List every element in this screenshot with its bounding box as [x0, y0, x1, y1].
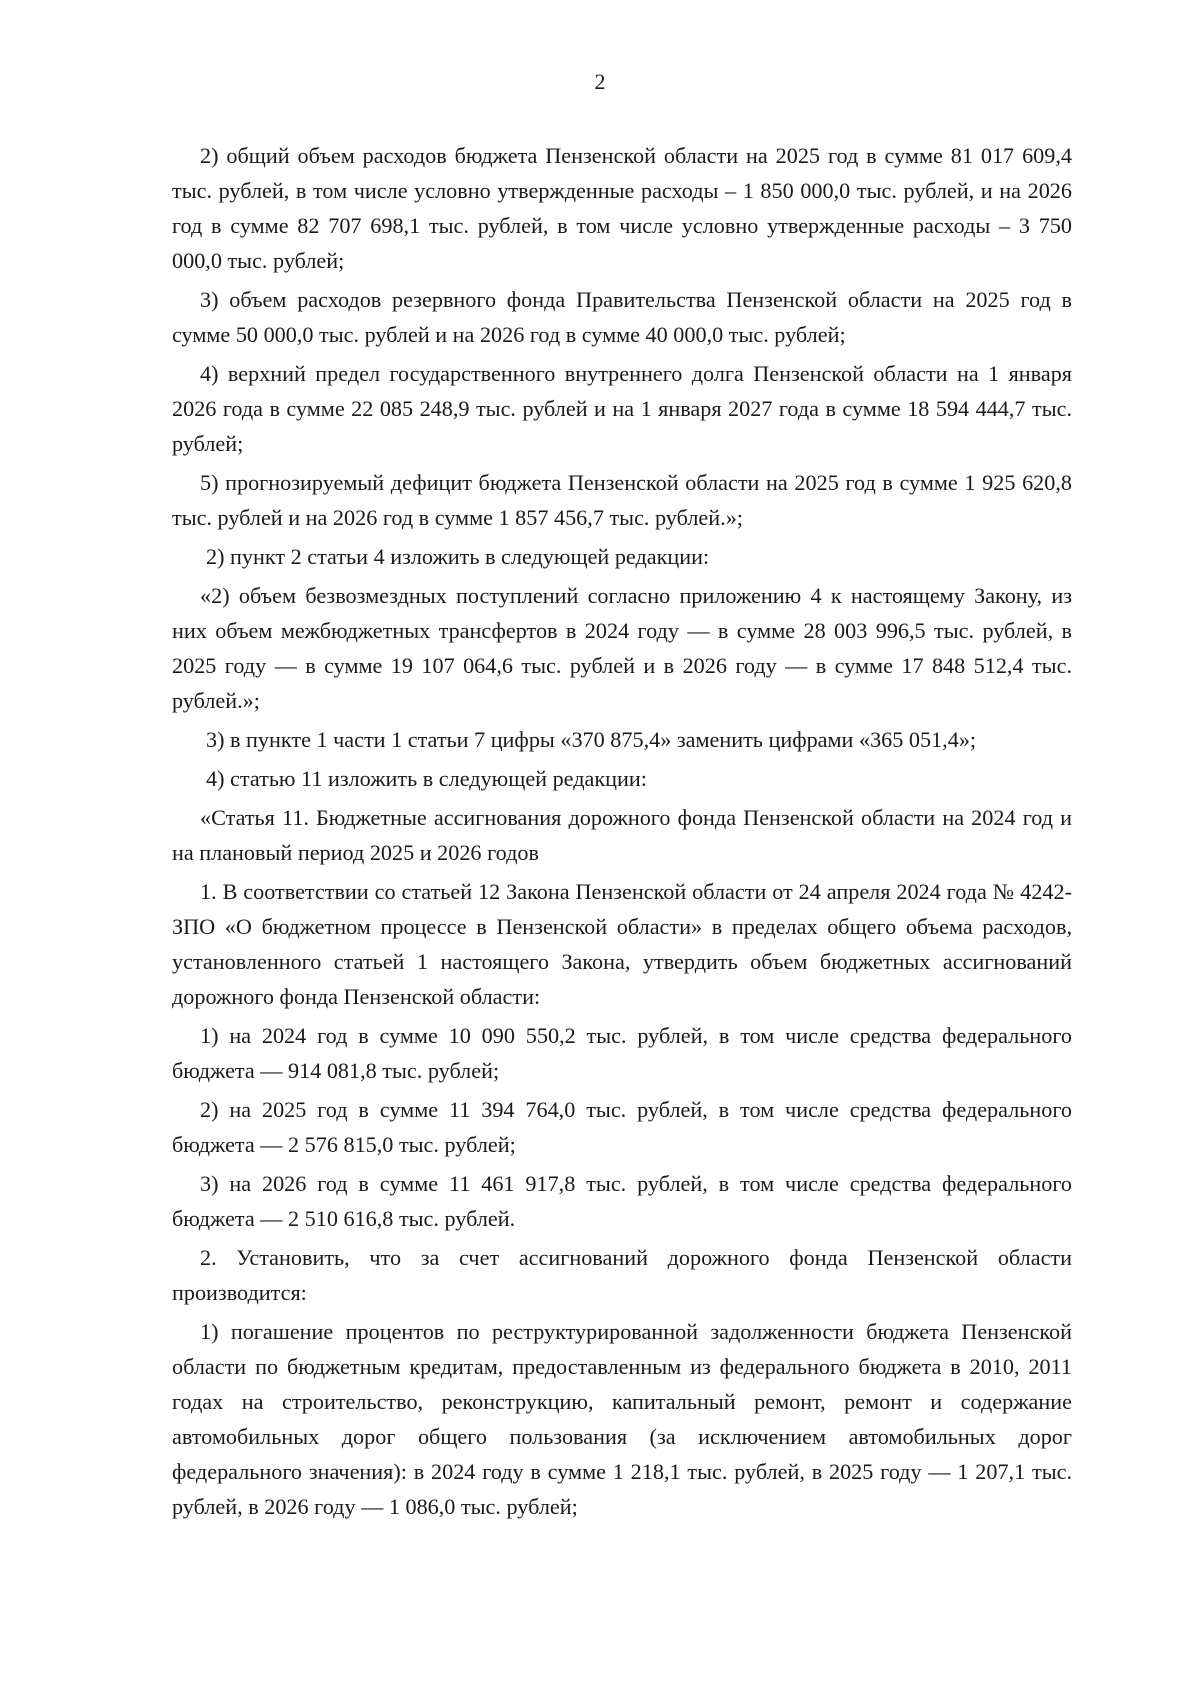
document-body [172, 138, 1072, 1528]
paragraph-road-fund-2026: 3) на 2026 год в сумме 11 461 917,8 тыс. рублей, в том числе средства федерального бюджета — 2 510 616,8 тыс. рублей. [172, 1171, 1072, 1231]
paragraph-expenditure-total: 2) общий объем расходов бюджета Пензенской области на 2025 год в сумме 81 017 609,4 тыс. рублей, в том числе условно утвержденные расходы – 1 850 000,0 тыс. рублей, и на 2026 год в сумме 82 707 698,1 тыс. рублей, в том числе условно утвержденные расходы – 3 750 000,0 тыс. рублей; [172, 143, 1072, 273]
paragraph-amend-article-11: 4) статью 11 изложить в следующей редакции: [206, 766, 647, 791]
paragraph-road-fund-2025: 2) на 2025 год в сумме 11 394 764,0 тыс. рублей, в том числе средства федерального бюджета — 2 576 815,0 тыс. рублей; [172, 1097, 1072, 1157]
paragraph-article-11-part-2: 2. Установить, что за счет ассигнований дорожного фонда Пензенской области производится: [172, 1245, 1072, 1305]
paragraph-debt-limit: 4) верхний предел государственного внутреннего долга Пензенской области на 1 января 2026 года в сумме 22 085 248,9 тыс. рублей и на 1 января 2027 года в сумме 18 594 444,7 тыс. рублей; [172, 361, 1072, 456]
paragraph-amend-article-4: 2) пункт 2 статьи 4 изложить в следующей редакции: [206, 544, 710, 569]
paragraph-article-11-part-1: 1. В соответствии со статьей 12 Закона Пензенской области от 24 апреля 2024 года № 4242-ЗПО «О бюджетном процессе в Пензенской области» в пределах общего объема расходов, установленного статьей 1 настоящего Закона, утвердить объем бюджетных ассигнований дорожного фонда Пензенской области: [172, 879, 1072, 1009]
page-number: 2 [594, 69, 606, 94]
paragraph-road-fund-2024: 1) на 2024 год в сумме 10 090 550,2 тыс. рублей, в том числе средства федерального бюджета — 914 081,8 тыс. рублей; [172, 1023, 1072, 1083]
paragraph-article-11-title: «Статья 11. Бюджетные ассигнования дорожного фонда Пензенской области на 2024 год и на плановый период 2025 и 2026 годов [172, 805, 1072, 865]
paragraph-reserve-fund: 3) объем расходов резервного фонда Правительства Пензенской области на 2025 год в сумме 50 000,0 тыс. рублей и на 2026 год в сумме 40 000,0 тыс. рублей; [172, 287, 1072, 347]
paragraph-interest-repayment: 1) погашение процентов по реструктурированной задолженности бюджета Пензенской области по бюджетным кредитам, предоставленным из федерального бюджета в 2010, 2011 годах на строительство, реконструкцию, капитальный ремонт, ремонт и содержание автомобильных дорог общего пользования (за исключением автомобильных дорог федерального значения): в 2024 году в сумме 1 218,1 тыс. рублей, в 2025 году — 1 207,1 тыс. рублей, в 2026 году — 1 086,0 тыс. рублей; [172, 1319, 1072, 1519]
paragraph-gratuitous-receipts: «2) объем безвозмездных поступлений согласно приложению 4 к настоящему Закону, из них объем межбюджетных трансфертов в 2024 году — в сумме 28 003 996,5 тыс. рублей, в 2025 году — в сумме 19 107 064,6 тыс. рублей и в 2026 году — в сумме 17 848 512,4 тыс. рублей.»; [172, 583, 1072, 713]
paragraph-deficit: 5) прогнозируемый дефицит бюджета Пензенской области на 2025 год в сумме 1 925 620,8 тыс. рублей и на 2026 год в сумме 1 857 456,7 тыс. рублей.»; [172, 470, 1072, 530]
paragraph-amend-article-7: 3) в пункте 1 части 1 статьи 7 цифры «370 875,4» заменить цифрами «365 051,4»; [206, 727, 977, 752]
